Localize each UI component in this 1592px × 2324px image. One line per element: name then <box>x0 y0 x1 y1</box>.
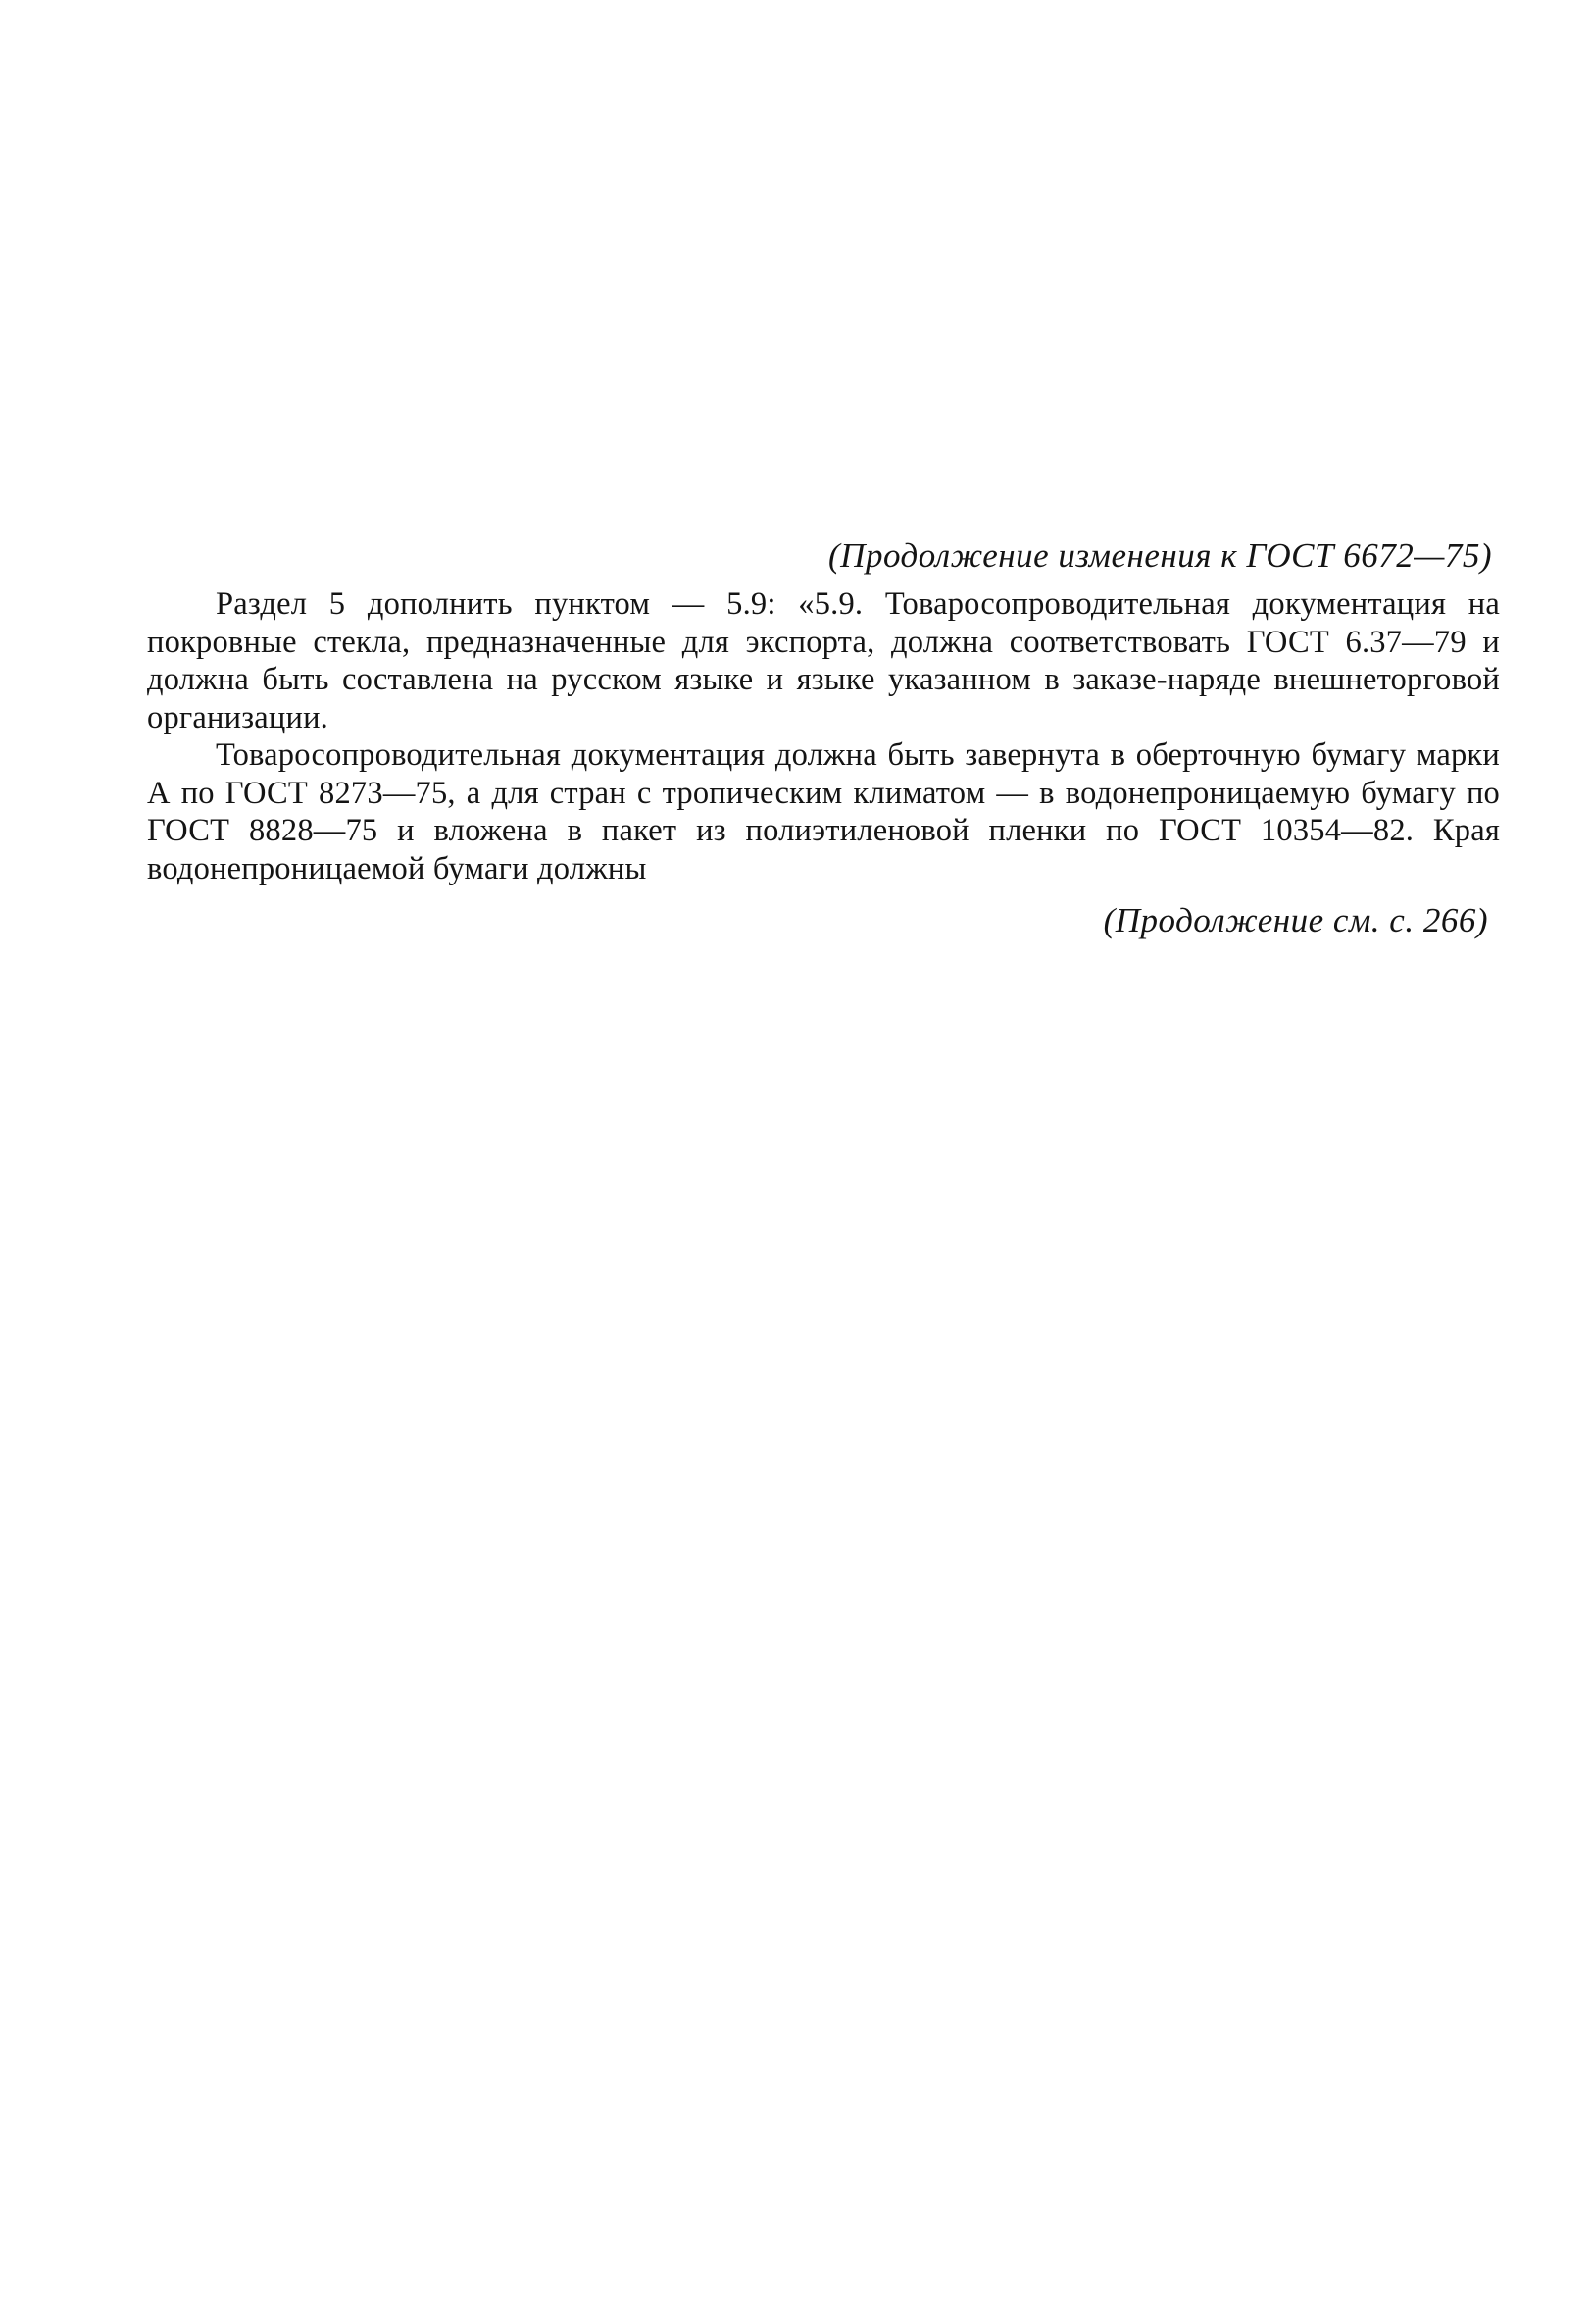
document-text-block <box>147 534 1500 942</box>
paragraph-section-5-addition: Раздел 5 дополнить пунктом — 5.9: «5.9. Товаросопроводительная документация на покровные стекла, предназначенные для экспорта, должна соответствовать ГОСТ 6.37—79 и должна быть составлена на русском языке и языке указанном в заказе-наряде внешнеторговой организации. <box>147 586 1500 735</box>
paragraph-documentation-wrapping: Товаросопроводительная документация должна быть завернута в оберточную бумагу марки А по ГОСТ 8273—75, а для стран с тропическим климатом — в водонепроницаемую бумагу по ГОСТ 8828—75 и вложена в пакет из полиэтиленовой пленки по ГОСТ 10354—82. Края водонепроницаемой бумаги должны <box>147 737 1500 886</box>
continuation-footer: (Продолжение см. с. 266) <box>1103 901 1488 939</box>
continuation-header: (Продолжение изменения к ГОСТ 6672—75) <box>828 536 1492 575</box>
